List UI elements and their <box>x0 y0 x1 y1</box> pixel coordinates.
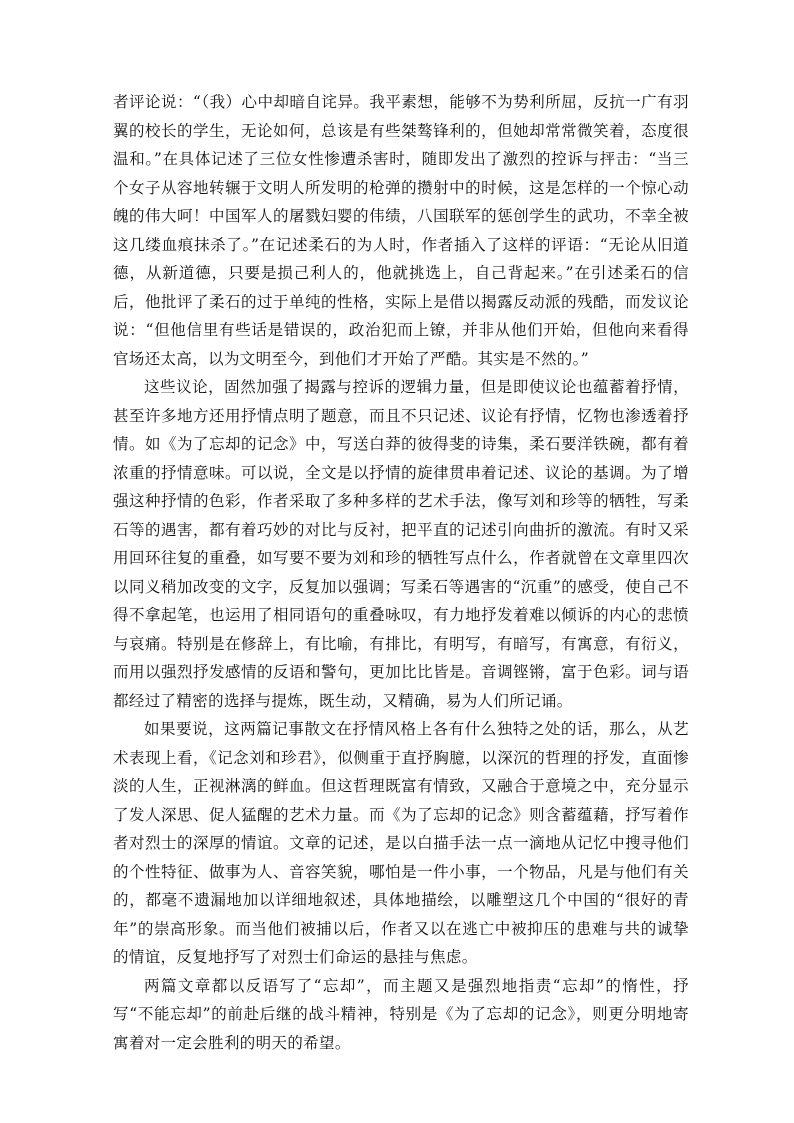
paragraph-2: 这些议论，固然加强了揭露与控诉的逻辑力量，但是即使议论也蕴蓄着抒情，甚至许多地方还用抒情点明了题意，而且不只记述、议论有抒情，忆物也渗透着抒情。如《为了忘却的记念》中，写送白莽的彼得斐的诗集，柔石要洋铁碗，都有着浓重的抒情意味。可以说，全文是以抒情的旋律贯串着记述、议论的基调。为了增强这种抒情的色彩，作者采取了多种多样的艺术手法，像写刘和珍等的牺牲，写柔石等的遇害，都有着巧妙的对比与反衬，把平直的记述引向曲折的激流。有时又采用回环往复的重叠，如写要不要为刘和珍的牺牲写点什么，作者就曾在文章里四次以同义稍加改变的文字，反复加以强调；写柔石等遇害的“沉重”的感受，使自己不得不拿起笔，也运用了相同语句的重叠咏叹，有力地抒发着难以倾诉的内心的悲愤与哀痛。特别是在修辞上，有比喻，有排比，有明写，有暗写，有寓意，有衍义，而用以强烈抒发感情的反语和警句，更加比比皆是。音调铿锵，富于色彩。词与语都经过了精密的选择与提炼，既生动，又精确，易为人们所记诵。 <box>113 378 689 710</box>
paragraph-4: 两篇文章都以反语写了“忘却”，而主题又是强烈地指责“忘却”的惰性，抒写“不能忘却”的前赴后继的战斗精神，特别是《为了忘却的记念》，则更分明地寄寓着对一定会胜利的明天的希望。 <box>113 976 689 1052</box>
paragraph-1: 者评论说：“（我）心中却暗自诧异。我平素想，能够不为势利所屈，反抗一广有羽翼的校长的学生，无论如何，总该是有些桀骜锋利的，但她却常常微笑着，态度很温和。”在具体记述了三位女性惨遭杀害时，随即发出了激烈的控诉与抨击：“当三个女子从容地转辗于文明人所发明的枪弹的攒射中的时候，这是怎样的一个惊心动魄的伟大呵！中国军人的屠戮妇婴的伟绩，八国联军的惩创学生的武功，不幸全被这几缕血痕抹杀了。”在记述柔石的为人时，作者插入了这样的评语：“无论从旧道德，从新道德，只要是损己利人的，他就挑选上，自己背起来。”在引述柔石的信后，他批评了柔石的过于单纯的性格，实际上是借以揭露反动派的残酷，而发议论说：“但他信里有些话是错误的，政治犯而上镣，并非从他们开始，但他向来看得官场还太高，以为文明至今，到他们才开始了严酷。其实是不然的。” <box>113 93 689 368</box>
document-body <box>113 88 689 1057</box>
paragraph-3: 如果要说，这两篇记事散文在抒情风格上各有什么独特之处的话，那么，从艺术表现上看，《记念刘和珍君》，似侧重于直抒胸臆，以深沉的哲理的抒发，直面惨淡的人生，正视淋漓的鲜血。但这哲理既富有情致，又融合于意境之中，充分显示了发人深思、促人猛醒的艺术力量。而《为了忘却的记念》则含蓄蕴藉，抒写着作者对烈士的深厚的情谊。文章的记述，是以白描手法一点一滴地从记忆中搜寻他们的个性特征、做事为人、音容笑貌，哪怕是一件小事，一个物品，凡是与他们有关的，都毫不遗漏地加以详细地叙述，具体地描绘，以雕塑这几个中国的“很好的青年”的崇高形象。而当他们被捕以后，作者又以在逃亡中被抑压的患难与共的诚挚的情谊，反复地抒写了对烈士们命运的悬挂与焦虑。 <box>113 720 689 966</box>
